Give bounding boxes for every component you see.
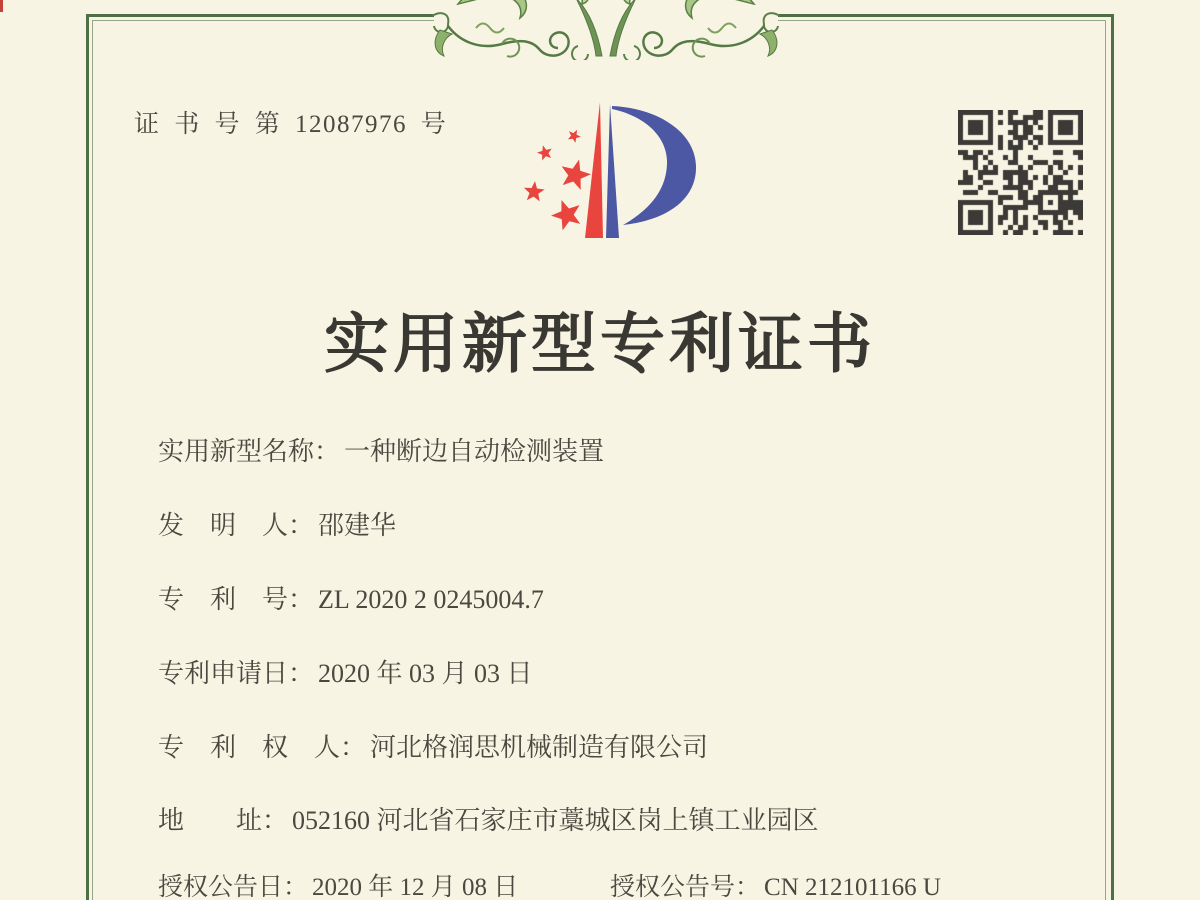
field-value: CN 212101166 U — [764, 874, 941, 900]
logo-blue-wedge — [606, 104, 619, 238]
field-label: 发 明 人： — [158, 511, 315, 540]
field-label: 实用新型名称： — [158, 437, 341, 466]
logo-p-bowl — [612, 106, 696, 225]
logo-star — [551, 200, 580, 230]
field-row-patent-number — [158, 585, 544, 615]
frame-top-right-outer — [778, 14, 1114, 17]
field-value: ZL 2020 2 0245004.7 — [318, 585, 544, 614]
field-row-utility-model-name — [158, 437, 604, 467]
field-row-patentee — [158, 733, 708, 763]
frame-top-left-outer — [86, 14, 434, 17]
frame-left-inner — [92, 20, 93, 900]
field-label: 授权公告号： — [610, 874, 761, 900]
field-row-address — [158, 806, 819, 836]
qr-code — [958, 110, 1083, 235]
frame-left-outer — [86, 14, 89, 900]
field-label: 专利申请日： — [158, 659, 315, 688]
logo-red-wedge — [585, 102, 603, 238]
field-value: 邵建华 — [318, 511, 397, 540]
field-value: 2020 年 12 月 08 日 — [312, 874, 519, 900]
field-label: 专 利 号： — [158, 585, 315, 614]
logo-star — [537, 145, 552, 160]
frame-right-outer — [1111, 14, 1114, 900]
frame-top-right-inner — [778, 20, 1106, 21]
field-label: 地 址： — [158, 806, 289, 835]
scan-artifact-mark — [0, 0, 3, 12]
cnipa-patent-logo-icon — [503, 92, 703, 244]
logo-star — [562, 160, 591, 190]
green-scrollwork-ornament-icon — [432, 0, 780, 60]
field-row-inventor — [158, 511, 396, 541]
certificate-title: 实用新型专利证书 — [323, 309, 876, 381]
frame-right-inner — [1105, 20, 1106, 900]
logo-star — [524, 181, 545, 201]
logo-star — [568, 130, 581, 143]
frame-top-left-inner — [92, 20, 434, 21]
field-row-publication-number — [610, 874, 941, 900]
field-value: 一种断边自动检测装置 — [344, 437, 605, 466]
field-row-filing-date — [158, 659, 533, 689]
field-value: 2020 年 03 月 03 日 — [318, 659, 533, 688]
field-label: 授权公告日： — [158, 874, 309, 900]
field-row-grant — [158, 874, 518, 900]
field-value: 河北格润思机械制造有限公司 — [370, 733, 709, 762]
field-label: 专 利 权 人： — [158, 733, 367, 762]
certificate-number: 证 书 号 第 12087976 号 — [134, 111, 448, 138]
field-value: 052160 河北省石家庄市藁城区岗上镇工业园区 — [292, 806, 819, 835]
grant-date-group — [158, 874, 518, 900]
